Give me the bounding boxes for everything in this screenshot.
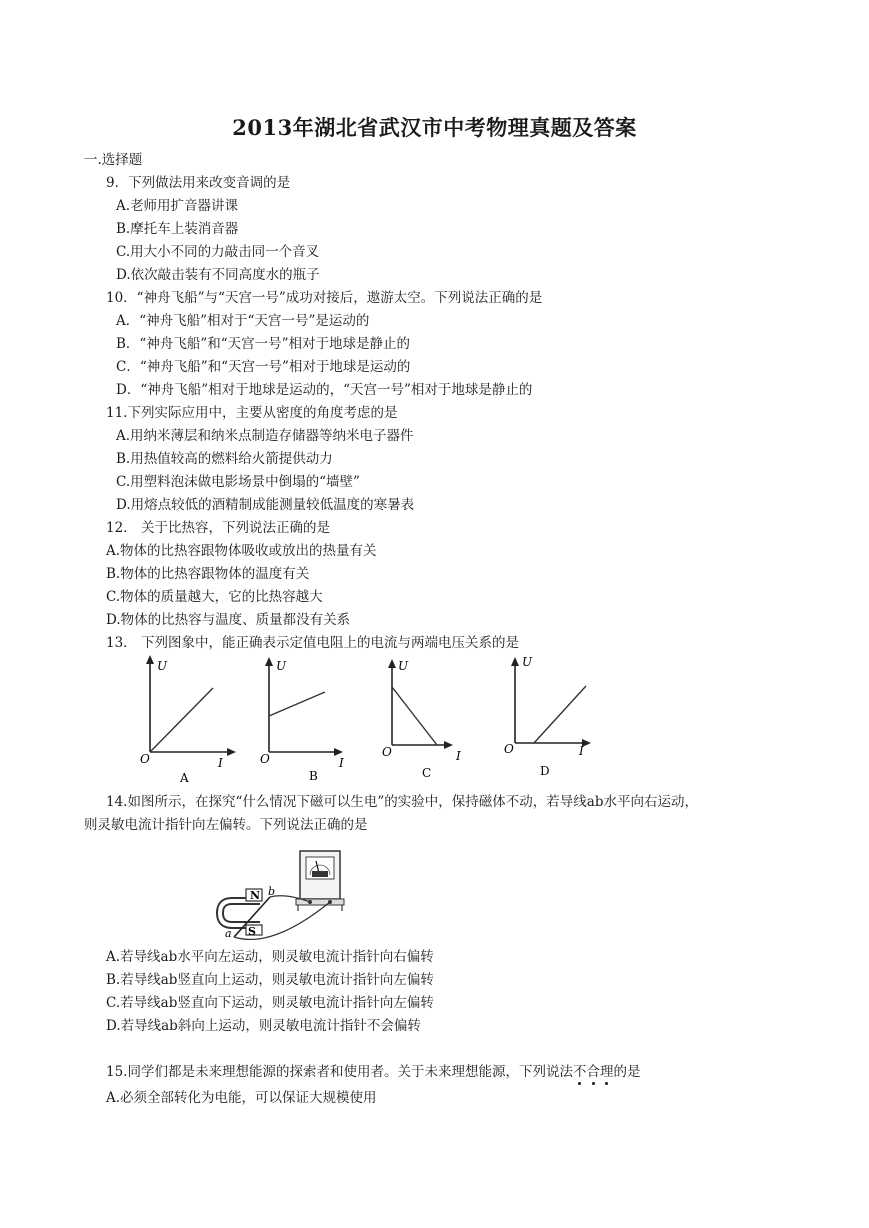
question-9-option-c: C.用大小不同的力敲击同一个音叉 [116,244,320,260]
galvanometer-icon [296,851,344,911]
question-9-stem: 9．下列做法用来改变音调的是 [106,175,291,191]
graph-d-origin: O [504,742,514,756]
question-15-stem [106,1063,640,1081]
section-heading: 一.选择题 [84,152,143,168]
graph-d-axis-u: U [522,655,533,669]
question-15-stem-prefix: 15.同学们都是未来理想能源的探索者和使用者。关于未来理想能源，下列说法 [106,1064,573,1080]
question-11-option-b: B.用热值较高的燃料给火箭提供动力 [116,451,333,467]
graph-b [260,657,344,783]
graph-d [504,655,591,778]
question-12-option-d: D.物体的比热容与温度、质量都没有关系 [106,612,351,628]
question-11-stem: 11.下列实际应用中，主要从密度的角度考虑的是 [106,405,398,421]
question-12-option-a: A.物体的比热容跟物体吸收或放出的热量有关 [106,543,377,559]
question-14-option-d: D.若导线ab斜向上运动，则灵敏电流计指针不会偏转 [106,1018,421,1034]
graph-a-axis-i: I [218,756,223,770]
question-14-option-c: C.若导线ab竖直向下运动，则灵敏电流计指针向左偏转 [106,995,434,1011]
question-15-emphasis-3: 理 [599,1064,614,1080]
question-10-stem: 10．“神舟飞船”与“天宫一号”成功对接后，遨游太空。下列说法正确的是 [106,290,543,306]
graph-b-origin: O [260,752,270,766]
graph-a-axis-u: U [157,659,168,673]
question-15-emphasis-2: 合 [586,1064,600,1080]
question-14-stem-line2: 则灵敏电流计指针向左偏转。下列说法正确的是 [84,817,368,833]
question-9-option-d: D.依次敲击装有不同高度水的瓶子 [116,267,320,283]
graph-c [382,659,461,780]
electromagnetic-induction-figure [212,845,372,945]
question-15-emphasis-1: 不 [572,1064,587,1080]
iu-graphs-figure [130,652,620,787]
magnet-pole-n: N [250,889,261,902]
graph-c-axis-i: I [456,749,461,763]
question-12-stem: 12． 关于比热容，下列说法正确的是 [106,520,330,536]
graph-c-axis-u: U [398,659,409,673]
graph-c-label: C [422,766,432,780]
question-10-option-d: D．“神舟飞船”相对于地球是运动的，“天宫一号”相对于地球是静止的 [116,382,533,398]
question-10-option-a: A．“神舟飞船”相对于“天宫一号”是运动的 [116,313,370,329]
graph-a-origin: O [140,752,150,766]
question-10-option-b: B．“神舟飞船”和“天宫一号”相对于地球是静止的 [116,336,411,352]
wire-end-a: a [225,927,232,940]
question-9-option-a: A.老师用扩音器讲课 [116,198,239,214]
wire-end-b: b [268,885,276,898]
graph-b-axis-u: U [276,659,287,673]
graph-a [140,655,236,785]
graph-d-axis-i: I [579,744,584,758]
question-12-option-c: C.物体的质量越大，它的比热容越大 [106,589,323,605]
question-14-option-b: B.若导线ab竖直向上运动，则灵敏电流计指针向左偏转 [106,972,434,988]
graph-c-origin: O [382,745,392,759]
magnet-pole-s: S [248,925,256,938]
question-11-option-a: A.用纳米薄层和纳米点制造存储器等纳米电子器件 [116,428,414,444]
question-15-option-a: A.必须全部转化为电能，可以保证大规模使用 [106,1090,377,1106]
question-15-stem-suffix: 的是 [613,1064,641,1080]
page-title: 2013年湖北省武汉市中考物理真题及答案 [232,115,637,140]
question-14-stem-line1: 14.如图所示，在探究“什么情况下磁可以生电”的实验中，保持磁体不动，若导线ab水平向右运动， [106,794,698,810]
question-12-option-b: B.物体的比热容跟物体的温度有关 [106,566,310,582]
question-10-option-c: C．“神舟飞船”和“天宫一号”相对于地球是运动的 [116,359,411,375]
question-11-option-d: D.用熔点较低的酒精制成能测量较低温度的寒暑表 [116,497,415,513]
graph-a-label: A [180,771,189,785]
graph-b-axis-i: I [339,756,344,770]
question-9-option-b: B.摩托车上装消音器 [116,221,239,237]
graph-d-label: D [540,764,550,778]
question-14-option-a: A.若导线ab水平向左运动，则灵敏电流计指针向右偏转 [106,949,434,965]
question-13-stem: 13． 下列图象中，能正确表示定值电阻上的电流与两端电压关系的是 [106,635,519,651]
question-11-option-c: C.用塑料泡沫做电影场景中倒塌的“墙壁” [116,474,360,490]
graph-b-label: B [309,769,318,783]
